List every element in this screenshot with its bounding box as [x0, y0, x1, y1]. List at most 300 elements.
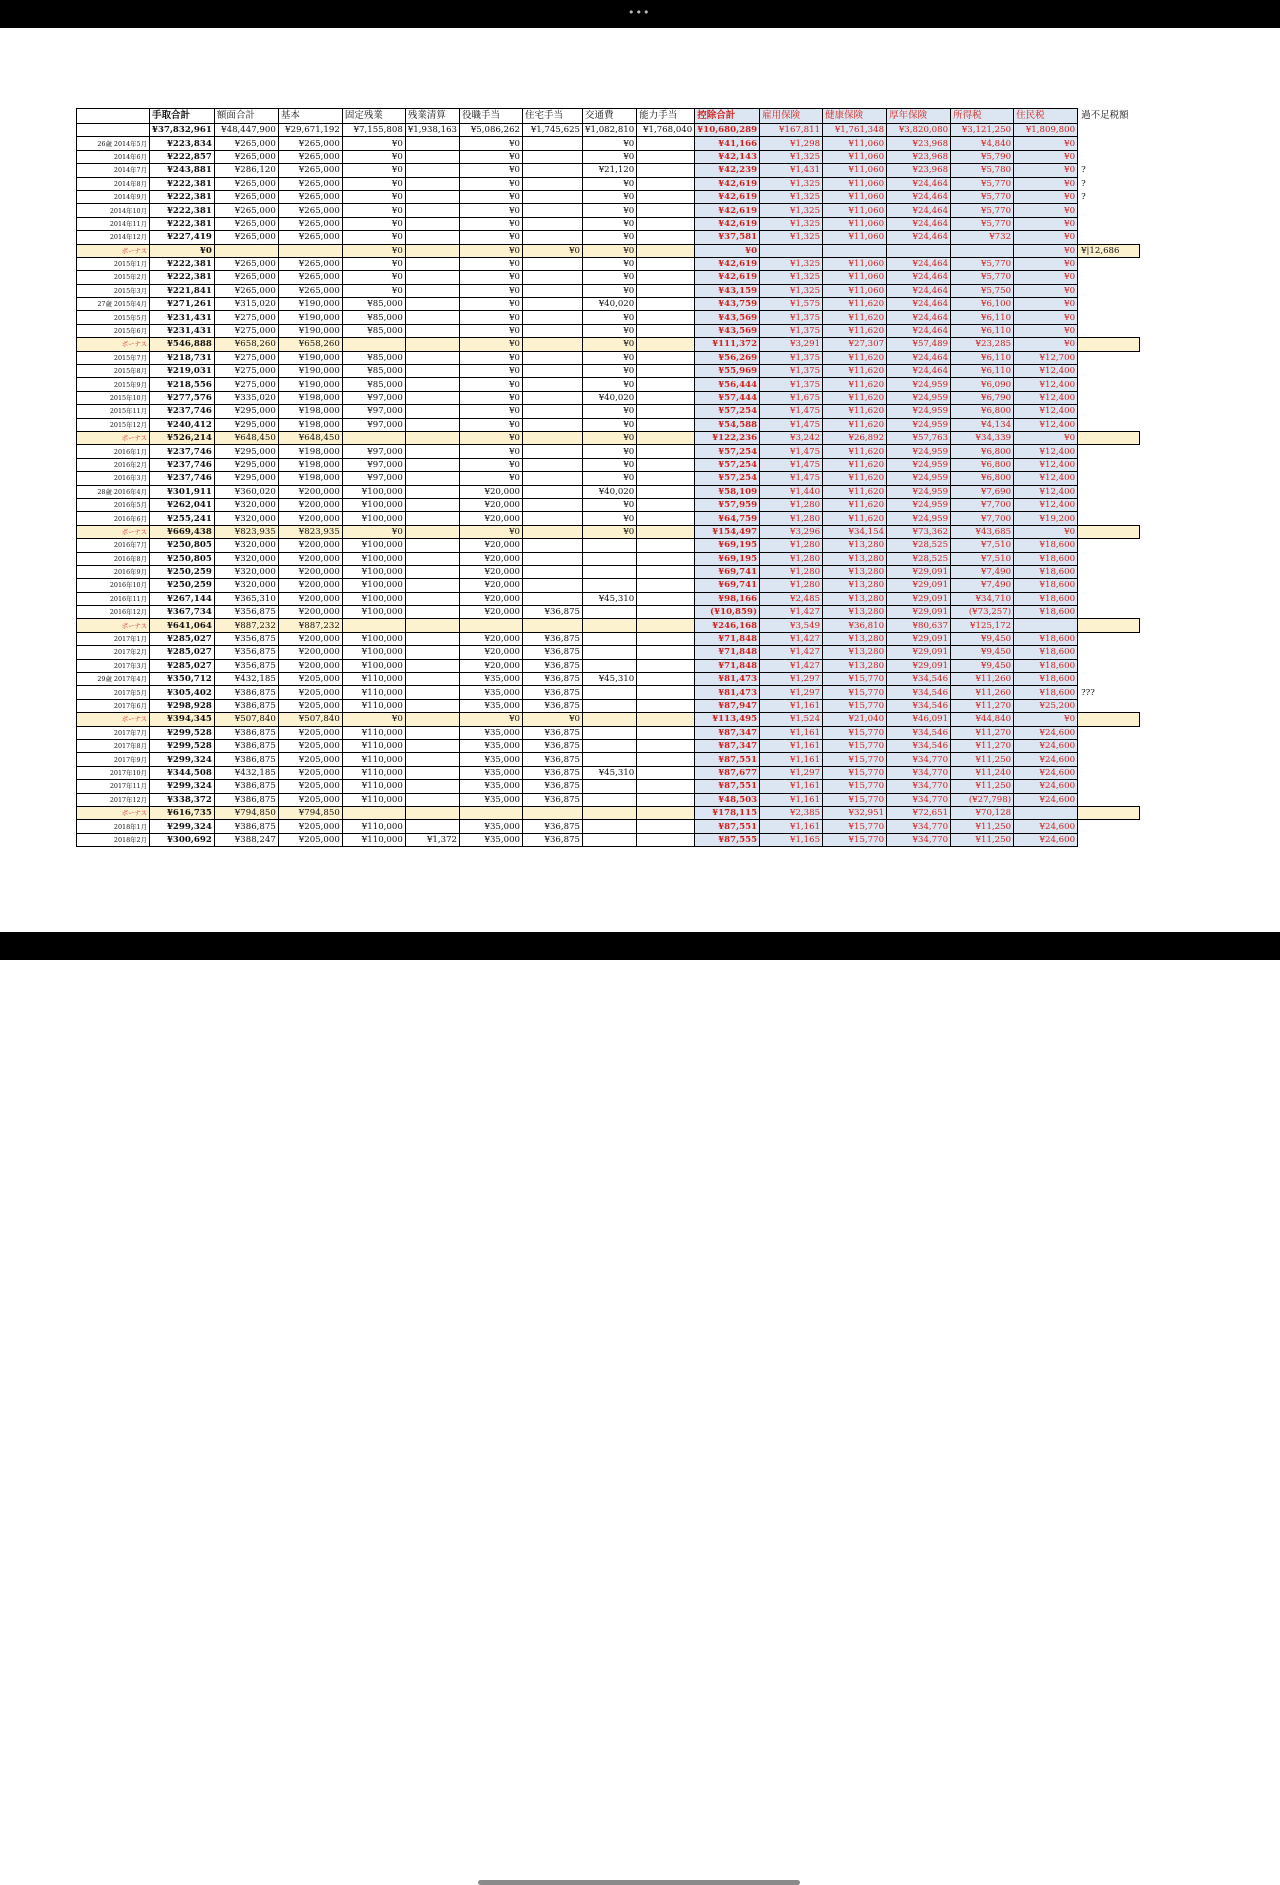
cell-housing-allowance[interactable]: [523, 592, 583, 605]
cell-base-pay[interactable]: ¥823,935: [278, 525, 342, 538]
cell-fixed-overtime[interactable]: ¥0: [342, 217, 405, 230]
cell-position-allowance[interactable]: ¥0: [460, 311, 523, 324]
cell-fixed-overtime[interactable]: ¥110,000: [342, 726, 405, 739]
cell-deduction-total[interactable]: ¥0: [695, 244, 760, 257]
cell-skill-allowance[interactable]: [637, 806, 695, 819]
cell-commute-allowance[interactable]: ¥40,020: [583, 485, 637, 498]
cell-tax-adjustment[interactable]: [1078, 431, 1140, 444]
cell-label[interactable]: 2014年12月: [77, 231, 150, 244]
cell-fixed-overtime[interactable]: 固定残業: [342, 109, 405, 124]
cell-income-tax[interactable]: ¥6,800: [951, 458, 1014, 471]
cell-tax-adjustment[interactable]: ???: [1081, 687, 1095, 698]
cell-base-pay[interactable]: ¥658,260: [278, 338, 342, 351]
cell-housing-allowance[interactable]: [523, 190, 583, 203]
cell-housing-allowance[interactable]: ¥36,875: [523, 699, 583, 712]
cell-housing-allowance[interactable]: [523, 806, 583, 819]
cell-position-allowance[interactable]: ¥0: [460, 257, 523, 270]
cell-fixed-overtime[interactable]: [342, 806, 405, 819]
cell-commute-allowance[interactable]: ¥0: [583, 472, 637, 485]
cell-income-tax[interactable]: ¥9,450: [951, 646, 1014, 659]
cell-skill-allowance[interactable]: [637, 686, 695, 699]
cell-commute-allowance[interactable]: ¥0: [583, 365, 637, 378]
cell-label[interactable]: 2015年7月: [77, 351, 150, 364]
cell-employment-insurance[interactable]: ¥1,475: [760, 405, 823, 418]
cell-gross-total[interactable]: ¥432,185: [214, 673, 278, 686]
cell-housing-allowance[interactable]: ¥36,875: [523, 833, 583, 846]
cell-position-allowance[interactable]: ¥35,000: [460, 833, 523, 846]
cell-base-pay[interactable]: ¥265,000: [278, 257, 342, 270]
cell-position-allowance[interactable]: ¥0: [460, 365, 523, 378]
cell-pension-insurance[interactable]: ¥29,091: [887, 565, 951, 578]
cell-base-pay[interactable]: ¥200,000: [278, 552, 342, 565]
cell-health-insurance[interactable]: ¥15,770: [823, 699, 887, 712]
cell-fixed-overtime[interactable]: ¥100,000: [342, 659, 405, 672]
cell-tax-adjustment[interactable]: [1078, 833, 1140, 846]
cell-net-total[interactable]: ¥237,746: [150, 458, 215, 471]
cell-overtime-settlement[interactable]: [405, 713, 459, 726]
cell-resident-tax[interactable]: ¥18,600: [1014, 565, 1078, 578]
cell-commute-allowance[interactable]: ¥0: [583, 204, 637, 217]
cell-fixed-overtime[interactable]: ¥0: [342, 257, 405, 270]
cell-label[interactable]: 2016年5月: [77, 498, 150, 511]
cell-income-tax[interactable]: ¥6,110: [951, 351, 1014, 364]
cell-employment-insurance[interactable]: ¥1,161: [760, 699, 823, 712]
cell-employment-insurance[interactable]: ¥1,325: [760, 271, 823, 284]
cell-skill-allowance[interactable]: [637, 780, 695, 793]
cell-position-allowance[interactable]: ¥0: [460, 137, 523, 150]
cell-tax-adjustment[interactable]: [1078, 699, 1140, 712]
cell-skill-allowance[interactable]: [637, 525, 695, 538]
cell-base-pay[interactable]: ¥198,000: [278, 472, 342, 485]
cell-resident-tax[interactable]: ¥0: [1014, 525, 1078, 538]
cell-income-tax[interactable]: ¥11,240: [951, 766, 1014, 779]
cell-deduction-total[interactable]: ¥43,759: [695, 298, 760, 311]
cell-health-insurance[interactable]: ¥13,280: [823, 606, 887, 619]
cell-income-tax[interactable]: ¥5,770: [951, 190, 1014, 203]
cell-income-tax[interactable]: ¥9,450: [951, 632, 1014, 645]
cell-income-tax[interactable]: ¥34,710: [951, 592, 1014, 605]
cell-label[interactable]: 2015年11月: [77, 405, 150, 418]
cell-fixed-overtime[interactable]: ¥100,000: [342, 512, 405, 525]
cell-gross-total[interactable]: ¥823,935: [214, 525, 278, 538]
cell-base-pay[interactable]: ¥198,000: [278, 405, 342, 418]
cell-tax-adjustment[interactable]: [1078, 150, 1140, 163]
cell-label[interactable]: 2015年1月: [77, 257, 150, 270]
cell-base-pay[interactable]: ¥200,000: [278, 565, 342, 578]
cell-label[interactable]: 2017年8月: [77, 739, 150, 752]
cell-deduction-total[interactable]: ¥113,495: [695, 713, 760, 726]
cell-employment-insurance[interactable]: ¥1,440: [760, 485, 823, 498]
cell-position-allowance[interactable]: ¥35,000: [460, 726, 523, 739]
cell-overtime-settlement[interactable]: [405, 405, 459, 418]
cell-overtime-settlement[interactable]: [405, 431, 459, 444]
cell-tax-adjustment[interactable]: [1078, 271, 1140, 284]
cell-deduction-total[interactable]: ¥98,166: [695, 592, 760, 605]
cell-deduction-total[interactable]: ¥81,473: [695, 686, 760, 699]
cell-housing-allowance[interactable]: [523, 231, 583, 244]
cell-employment-insurance[interactable]: ¥1,475: [760, 445, 823, 458]
cell-housing-allowance[interactable]: [523, 365, 583, 378]
cell-position-allowance[interactable]: ¥35,000: [460, 699, 523, 712]
cell-label[interactable]: 29歳 2017年4月: [77, 673, 150, 686]
cell-health-insurance[interactable]: ¥13,280: [823, 565, 887, 578]
cell-skill-allowance[interactable]: [637, 458, 695, 471]
cell-pension-insurance[interactable]: ¥34,770: [887, 753, 951, 766]
cell-deduction-total[interactable]: ¥42,619: [695, 217, 760, 230]
cell-fixed-overtime[interactable]: ¥110,000: [342, 753, 405, 766]
cell-overtime-settlement[interactable]: [405, 820, 459, 833]
cell-health-insurance[interactable]: ¥26,892: [823, 431, 887, 444]
cell-tax-adjustment[interactable]: [1078, 565, 1140, 578]
cell-gross-total[interactable]: ¥295,000: [214, 472, 278, 485]
cell-health-insurance[interactable]: ¥11,620: [823, 391, 887, 404]
cell-gross-total[interactable]: ¥265,000: [214, 217, 278, 230]
cell-deduction-total[interactable]: ¥43,159: [695, 284, 760, 297]
cell-label[interactable]: [77, 124, 150, 137]
cell-pension-insurance[interactable]: ¥24,959: [887, 458, 951, 471]
cell-commute-allowance[interactable]: ¥0: [583, 311, 637, 324]
cell-base-pay[interactable]: ¥190,000: [278, 324, 342, 337]
cell-skill-allowance[interactable]: [637, 606, 695, 619]
cell-housing-allowance[interactable]: [523, 418, 583, 431]
cell-skill-allowance[interactable]: [637, 699, 695, 712]
cell-base-pay[interactable]: ¥200,000: [278, 646, 342, 659]
cell-pension-insurance[interactable]: ¥24,959: [887, 405, 951, 418]
cell-overtime-settlement[interactable]: [405, 485, 459, 498]
cell-resident-tax[interactable]: 住民税: [1014, 109, 1078, 124]
cell-resident-tax[interactable]: ¥0: [1014, 713, 1078, 726]
cell-gross-total[interactable]: ¥386,875: [214, 753, 278, 766]
cell-commute-allowance[interactable]: [583, 833, 637, 846]
cell-health-insurance[interactable]: ¥32,951: [823, 806, 887, 819]
cell-label[interactable]: ボーナス: [77, 713, 150, 726]
cell-tax-adjustment[interactable]: [1078, 311, 1140, 324]
cell-resident-tax[interactable]: ¥24,600: [1014, 753, 1078, 766]
cell-gross-total[interactable]: ¥265,000: [214, 271, 278, 284]
cell-health-insurance[interactable]: ¥13,280: [823, 592, 887, 605]
cell-skill-allowance[interactable]: [637, 512, 695, 525]
cell-position-allowance[interactable]: ¥0: [460, 231, 523, 244]
cell-position-allowance[interactable]: ¥0: [460, 431, 523, 444]
cell-net-total[interactable]: ¥250,805: [150, 552, 215, 565]
cell-fixed-overtime[interactable]: ¥85,000: [342, 324, 405, 337]
cell-pension-insurance[interactable]: ¥24,959: [887, 418, 951, 431]
cell-skill-allowance[interactable]: ¥1,768,040: [637, 124, 695, 137]
cell-commute-allowance[interactable]: ¥40,020: [583, 391, 637, 404]
cell-employment-insurance[interactable]: ¥1,161: [760, 820, 823, 833]
cell-income-tax[interactable]: ¥4,134: [951, 418, 1014, 431]
cell-net-total[interactable]: ¥277,576: [150, 391, 215, 404]
cell-position-allowance[interactable]: ¥20,000: [460, 632, 523, 645]
cell-pension-insurance[interactable]: ¥28,525: [887, 552, 951, 565]
cell-housing-allowance[interactable]: [523, 525, 583, 538]
cell-overtime-settlement[interactable]: [405, 137, 459, 150]
cell-skill-allowance[interactable]: [637, 552, 695, 565]
cell-base-pay[interactable]: ¥200,000: [278, 592, 342, 605]
cell-overtime-settlement[interactable]: [405, 592, 459, 605]
cell-base-pay[interactable]: ¥205,000: [278, 780, 342, 793]
cell-pension-insurance[interactable]: ¥34,546: [887, 699, 951, 712]
cell-gross-total[interactable]: ¥432,185: [214, 766, 278, 779]
cell-resident-tax[interactable]: ¥0: [1014, 257, 1078, 270]
cell-label[interactable]: 2016年7月: [77, 539, 150, 552]
cell-label[interactable]: 2016年10月: [77, 579, 150, 592]
cell-housing-allowance[interactable]: [523, 512, 583, 525]
cell-gross-total[interactable]: ¥275,000: [214, 324, 278, 337]
cell-fixed-overtime[interactable]: ¥0: [342, 190, 405, 203]
cell-pension-insurance[interactable]: ¥24,464: [887, 204, 951, 217]
cell-base-pay[interactable]: ¥887,232: [278, 619, 342, 632]
cell-label[interactable]: 2015年9月: [77, 378, 150, 391]
cell-resident-tax[interactable]: ¥0: [1014, 217, 1078, 230]
cell-deduction-total[interactable]: ¥81,473: [695, 673, 760, 686]
cell-overtime-settlement[interactable]: [405, 284, 459, 297]
cell-position-allowance[interactable]: ¥0: [460, 472, 523, 485]
cell-skill-allowance[interactable]: [637, 190, 695, 203]
cell-resident-tax[interactable]: ¥18,600: [1014, 539, 1078, 552]
cell-housing-allowance[interactable]: ¥36,875: [523, 739, 583, 752]
cell-tax-adjustment[interactable]: [1078, 753, 1140, 766]
cell-pension-insurance[interactable]: ¥24,464: [887, 311, 951, 324]
cell-gross-total[interactable]: ¥360,020: [214, 485, 278, 498]
cell-employment-insurance[interactable]: ¥1,475: [760, 472, 823, 485]
cell-fixed-overtime[interactable]: ¥100,000: [342, 646, 405, 659]
cell-skill-allowance[interactable]: [637, 338, 695, 351]
cell-resident-tax[interactable]: ¥12,400: [1014, 365, 1078, 378]
cell-health-insurance[interactable]: ¥15,770: [823, 793, 887, 806]
cell-commute-allowance[interactable]: ¥0: [583, 217, 637, 230]
cell-gross-total[interactable]: ¥386,875: [214, 780, 278, 793]
cell-tax-adjustment[interactable]: ?: [1081, 192, 1086, 203]
cell-position-allowance[interactable]: ¥0: [460, 284, 523, 297]
cell-pension-insurance[interactable]: ¥23,968: [887, 150, 951, 163]
cell-health-insurance[interactable]: ¥11,620: [823, 324, 887, 337]
cell-fixed-overtime[interactable]: ¥0: [342, 271, 405, 284]
cell-employment-insurance[interactable]: ¥3,291: [760, 338, 823, 351]
cell-employment-insurance[interactable]: ¥1,325: [760, 284, 823, 297]
cell-fixed-overtime[interactable]: ¥85,000: [342, 365, 405, 378]
cell-deduction-total[interactable]: ¥69,195: [695, 552, 760, 565]
cell-deduction-total[interactable]: ¥56,444: [695, 378, 760, 391]
cell-housing-allowance[interactable]: [523, 539, 583, 552]
cell-label[interactable]: 2017年1月: [77, 632, 150, 645]
cell-commute-allowance[interactable]: ¥0: [583, 431, 637, 444]
cell-net-total[interactable]: ¥299,528: [150, 726, 215, 739]
cell-gross-total[interactable]: ¥356,875: [214, 646, 278, 659]
cell-base-pay[interactable]: ¥205,000: [278, 673, 342, 686]
cell-employment-insurance[interactable]: ¥1,325: [760, 150, 823, 163]
cell-fixed-overtime[interactable]: ¥0: [342, 525, 405, 538]
cell-net-total[interactable]: ¥669,438: [150, 525, 215, 538]
cell-overtime-settlement[interactable]: [405, 498, 459, 511]
cell-tax-adjustment[interactable]: [1078, 552, 1140, 565]
cell-employment-insurance[interactable]: ¥167,811: [760, 124, 823, 137]
cell-net-total[interactable]: ¥526,214: [150, 431, 215, 444]
cell-gross-total[interactable]: ¥275,000: [214, 311, 278, 324]
cell-net-total[interactable]: ¥299,324: [150, 820, 215, 833]
cell-label[interactable]: 2016年12月: [77, 606, 150, 619]
cell-income-tax[interactable]: ¥4,840: [951, 137, 1014, 150]
cell-tax-adjustment[interactable]: [1078, 632, 1140, 645]
cell-fixed-overtime[interactable]: ¥110,000: [342, 739, 405, 752]
cell-resident-tax[interactable]: ¥0: [1014, 204, 1078, 217]
cell-net-total[interactable]: ¥222,381: [150, 177, 215, 190]
cell-fixed-overtime[interactable]: ¥100,000: [342, 606, 405, 619]
cell-resident-tax[interactable]: ¥18,600: [1014, 606, 1078, 619]
cell-fixed-overtime[interactable]: ¥85,000: [342, 311, 405, 324]
cell-base-pay[interactable]: ¥198,000: [278, 418, 342, 431]
cell-gross-total[interactable]: ¥275,000: [214, 351, 278, 364]
cell-position-allowance[interactable]: ¥20,000: [460, 539, 523, 552]
cell-skill-allowance[interactable]: [637, 833, 695, 846]
cell-resident-tax[interactable]: [1014, 619, 1078, 632]
cell-base-pay[interactable]: ¥265,000: [278, 271, 342, 284]
cell-label[interactable]: 2017年9月: [77, 753, 150, 766]
cell-income-tax[interactable]: ¥6,100: [951, 298, 1014, 311]
cell-employment-insurance[interactable]: ¥1,431: [760, 164, 823, 177]
cell-base-pay[interactable]: ¥190,000: [278, 298, 342, 311]
cell-income-tax[interactable]: ¥6,090: [951, 378, 1014, 391]
cell-income-tax[interactable]: ¥11,270: [951, 699, 1014, 712]
cell-pension-insurance[interactable]: ¥23,968: [887, 164, 951, 177]
cell-deduction-total[interactable]: ¥57,254: [695, 458, 760, 471]
cell-skill-allowance[interactable]: [637, 284, 695, 297]
cell-position-allowance[interactable]: ¥0: [460, 713, 523, 726]
cell-tax-adjustment[interactable]: [1078, 606, 1140, 619]
cell-resident-tax[interactable]: ¥12,700: [1014, 351, 1078, 364]
cell-gross-total[interactable]: ¥507,840: [214, 713, 278, 726]
cell-tax-adjustment[interactable]: [1078, 793, 1140, 806]
cell-net-total[interactable]: ¥227,419: [150, 231, 215, 244]
cell-position-allowance[interactable]: ¥0: [460, 458, 523, 471]
cell-housing-allowance[interactable]: [523, 298, 583, 311]
cell-health-insurance[interactable]: ¥11,620: [823, 311, 887, 324]
cell-health-insurance[interactable]: ¥11,060: [823, 177, 887, 190]
cell-resident-tax[interactable]: ¥0: [1014, 164, 1078, 177]
cell-net-total[interactable]: ¥231,431: [150, 311, 215, 324]
cell-health-insurance[interactable]: ¥15,770: [823, 739, 887, 752]
cell-base-pay[interactable]: ¥205,000: [278, 726, 342, 739]
cell-tax-adjustment[interactable]: [1078, 766, 1140, 779]
cell-deduction-total[interactable]: ¥57,254: [695, 472, 760, 485]
cell-skill-allowance[interactable]: [637, 378, 695, 391]
cell-net-total[interactable]: ¥338,372: [150, 793, 215, 806]
cell-position-allowance[interactable]: ¥0: [460, 525, 523, 538]
cell-skill-allowance[interactable]: [637, 753, 695, 766]
cell-net-total[interactable]: ¥218,731: [150, 351, 215, 364]
cell-deduction-total[interactable]: ¥122,236: [695, 431, 760, 444]
cell-commute-allowance[interactable]: [583, 646, 637, 659]
cell-fixed-overtime[interactable]: ¥85,000: [342, 351, 405, 364]
cell-employment-insurance[interactable]: ¥1,325: [760, 177, 823, 190]
cell-net-total[interactable]: ¥300,692: [150, 833, 215, 846]
cell-commute-allowance[interactable]: ¥0: [583, 271, 637, 284]
cell-position-allowance[interactable]: ¥0: [460, 445, 523, 458]
cell-commute-allowance[interactable]: ¥21,120: [583, 164, 637, 177]
cell-net-total[interactable]: 手取合計: [150, 109, 215, 124]
cell-gross-total[interactable]: ¥265,000: [214, 137, 278, 150]
cell-tax-adjustment[interactable]: [1078, 418, 1140, 431]
cell-skill-allowance[interactable]: [637, 324, 695, 337]
cell-deduction-total[interactable]: ¥87,347: [695, 739, 760, 752]
cell-gross-total[interactable]: ¥295,000: [214, 405, 278, 418]
cell-pension-insurance[interactable]: ¥29,091: [887, 606, 951, 619]
cell-deduction-total[interactable]: ¥42,619: [695, 177, 760, 190]
cell-overtime-settlement[interactable]: [405, 565, 459, 578]
cell-housing-allowance[interactable]: [523, 431, 583, 444]
cell-net-total[interactable]: ¥641,064: [150, 619, 215, 632]
cell-employment-insurance[interactable]: ¥3,549: [760, 619, 823, 632]
cell-overtime-settlement[interactable]: [405, 525, 459, 538]
cell-base-pay[interactable]: ¥265,000: [278, 204, 342, 217]
cell-health-insurance[interactable]: ¥15,770: [823, 780, 887, 793]
cell-base-pay[interactable]: ¥265,000: [278, 137, 342, 150]
cell-position-allowance[interactable]: ¥0: [460, 351, 523, 364]
cell-overtime-settlement[interactable]: [405, 458, 459, 471]
cell-skill-allowance[interactable]: [637, 137, 695, 150]
cell-income-tax[interactable]: ¥5,750: [951, 284, 1014, 297]
cell-housing-allowance[interactable]: ¥0: [523, 713, 583, 726]
cell-health-insurance[interactable]: ¥11,620: [823, 405, 887, 418]
cell-health-insurance[interactable]: [823, 244, 887, 257]
cell-net-total[interactable]: ¥250,259: [150, 579, 215, 592]
cell-resident-tax[interactable]: ¥0: [1014, 431, 1078, 444]
cell-position-allowance[interactable]: ¥35,000: [460, 673, 523, 686]
cell-overtime-settlement[interactable]: [405, 780, 459, 793]
cell-tax-adjustment[interactable]: [1078, 820, 1140, 833]
cell-overtime-settlement[interactable]: [405, 659, 459, 672]
cell-resident-tax[interactable]: ¥24,600: [1014, 820, 1078, 833]
cell-fixed-overtime[interactable]: ¥85,000: [342, 298, 405, 311]
cell-employment-insurance[interactable]: ¥1,375: [760, 311, 823, 324]
cell-base-pay[interactable]: ¥265,000: [278, 164, 342, 177]
cell-overtime-settlement[interactable]: [405, 766, 459, 779]
cell-deduction-total[interactable]: ¥69,741: [695, 565, 760, 578]
cell-gross-total[interactable]: ¥887,232: [214, 619, 278, 632]
cell-overtime-settlement[interactable]: ¥1,938,163: [405, 124, 459, 137]
cell-net-total[interactable]: ¥0: [150, 244, 215, 257]
cell-overtime-settlement[interactable]: 残業清算: [405, 109, 459, 124]
cell-fixed-overtime[interactable]: ¥110,000: [342, 699, 405, 712]
cell-skill-allowance[interactable]: [637, 311, 695, 324]
cell-tax-adjustment[interactable]: [1078, 445, 1140, 458]
cell-pension-insurance[interactable]: ¥24,464: [887, 298, 951, 311]
cell-label[interactable]: 27歳 2015年4月: [77, 298, 150, 311]
cell-pension-insurance[interactable]: ¥24,464: [887, 284, 951, 297]
cell-resident-tax[interactable]: ¥12,400: [1014, 485, 1078, 498]
cell-position-allowance[interactable]: ¥0: [460, 338, 523, 351]
cell-gross-total[interactable]: ¥320,000: [214, 552, 278, 565]
cell-housing-allowance[interactable]: ¥36,875: [523, 646, 583, 659]
cell-net-total[interactable]: ¥262,041: [150, 498, 215, 511]
cell-pension-insurance[interactable]: ¥34,770: [887, 793, 951, 806]
cell-fixed-overtime[interactable]: ¥100,000: [342, 485, 405, 498]
cell-base-pay[interactable]: ¥190,000: [278, 311, 342, 324]
cell-housing-allowance[interactable]: [523, 485, 583, 498]
cell-employment-insurance[interactable]: ¥1,325: [760, 190, 823, 203]
cell-fixed-overtime[interactable]: ¥97,000: [342, 445, 405, 458]
cell-employment-insurance[interactable]: ¥1,280: [760, 579, 823, 592]
cell-housing-allowance[interactable]: ¥36,875: [523, 726, 583, 739]
cell-housing-allowance[interactable]: [523, 284, 583, 297]
cell-label[interactable]: 2016年9月: [77, 565, 150, 578]
cell-label[interactable]: 2014年8月: [77, 177, 150, 190]
cell-pension-insurance[interactable]: ¥29,091: [887, 659, 951, 672]
cell-housing-allowance[interactable]: [523, 164, 583, 177]
cell-overtime-settlement[interactable]: [405, 606, 459, 619]
cell-health-insurance[interactable]: ¥36,810: [823, 619, 887, 632]
cell-overtime-settlement[interactable]: [405, 391, 459, 404]
